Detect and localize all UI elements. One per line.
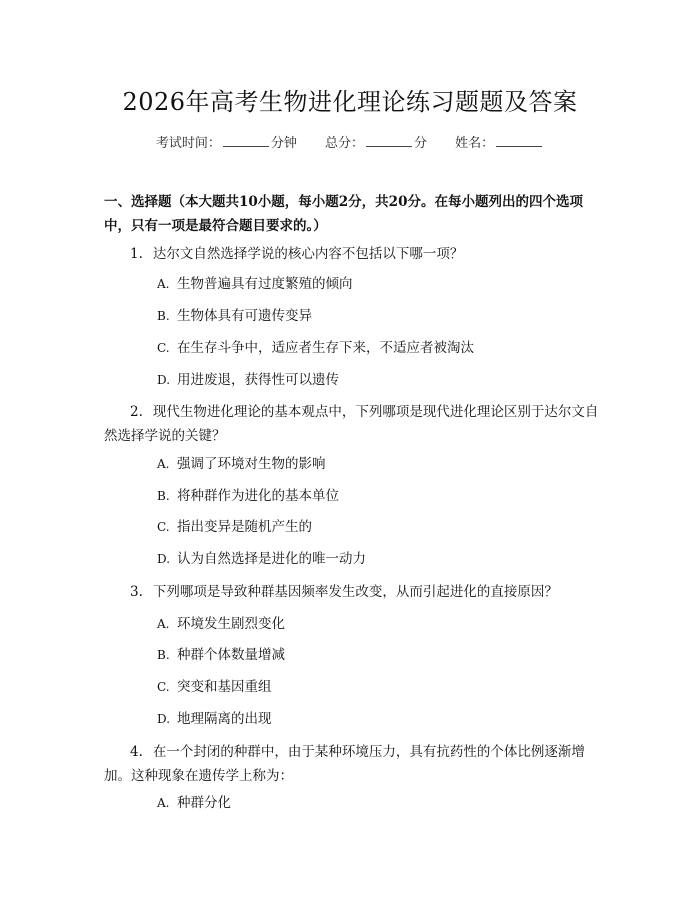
option-text: 在生存斗争中，适应者生存下来，不适应者被淘汰 bbox=[177, 340, 474, 356]
option-text: 种群个体数量增减 bbox=[177, 647, 285, 663]
name-blank[interactable] bbox=[496, 134, 542, 147]
total-score-label: 总分： bbox=[324, 136, 364, 151]
question-2 bbox=[104, 400, 599, 448]
option-label: D. bbox=[157, 712, 171, 726]
option-label: C. bbox=[157, 520, 170, 534]
section-heading: 一、选择题（本大题共10小题，每小题2分，共20分。在每小题列出的四个选项中，只有一项是最符合题目要求的。） bbox=[104, 194, 583, 234]
question-3-option-a[interactable] bbox=[157, 614, 285, 634]
option-label: A. bbox=[157, 457, 170, 471]
name-field bbox=[455, 132, 544, 151]
option-label: A. bbox=[157, 277, 170, 291]
question-number: 1. bbox=[130, 246, 143, 262]
option-text: 用进废退，获得性可以遗传 bbox=[177, 372, 339, 388]
option-text: 地理隔离的出现 bbox=[177, 711, 272, 727]
option-text: 突变和基因重组 bbox=[177, 679, 272, 695]
question-number: 3. bbox=[130, 584, 143, 600]
option-label: D. bbox=[157, 373, 171, 387]
question-2-option-c[interactable] bbox=[157, 517, 312, 537]
question-1 bbox=[104, 242, 599, 266]
option-label: B. bbox=[157, 648, 170, 662]
option-text: 强调了环境对生物的影响 bbox=[177, 456, 326, 472]
question-text: 现代生物进化理论的基本观点中，下列哪项是现代进化理论区别于达尔文自然选择学说的关键？ bbox=[104, 404, 599, 444]
question-3-option-d[interactable] bbox=[157, 709, 272, 729]
exam-time-field bbox=[156, 132, 297, 151]
total-score-blank[interactable] bbox=[366, 134, 412, 147]
option-text: 种群分化 bbox=[177, 795, 231, 811]
question-1-option-d[interactable] bbox=[157, 370, 339, 390]
exam-info-row bbox=[0, 132, 700, 151]
question-2-option-d[interactable] bbox=[157, 549, 366, 569]
option-label: B. bbox=[157, 309, 170, 323]
option-text: 将种群作为进化的基本单位 bbox=[177, 488, 339, 504]
question-4-option-a[interactable] bbox=[157, 793, 231, 813]
option-label: B. bbox=[157, 489, 170, 503]
question-text: 在一个封闭的种群中，由于某种环境压力，具有抗药性的个体比例逐渐增加。这种现象在遗传学上称为： bbox=[104, 744, 585, 784]
question-4 bbox=[104, 740, 599, 788]
option-text: 生物体具有可遗传变异 bbox=[177, 308, 312, 324]
question-1-option-b[interactable] bbox=[157, 306, 312, 326]
total-score-unit: 分 bbox=[414, 136, 428, 151]
question-text: 下列哪项是导致种群基因频率发生改变，从而引起进化的直接原因？ bbox=[152, 584, 558, 600]
total-score-field bbox=[325, 132, 427, 151]
question-2-option-b[interactable] bbox=[157, 486, 339, 506]
option-label: C. bbox=[157, 341, 170, 355]
question-text: 达尔文自然选择学说的核心内容不包括以下哪一项？ bbox=[152, 246, 464, 262]
question-3 bbox=[104, 580, 599, 604]
option-label: A. bbox=[157, 617, 170, 631]
option-text: 指出变异是随机产生的 bbox=[177, 519, 312, 535]
question-2-option-a[interactable] bbox=[157, 454, 326, 474]
option-text: 认为自然选择是进化的唯一动力 bbox=[177, 551, 366, 567]
option-label: C. bbox=[157, 680, 170, 694]
exam-time-unit: 分钟 bbox=[270, 136, 297, 151]
question-3-option-c[interactable] bbox=[157, 677, 272, 697]
exam-time-blank[interactable] bbox=[223, 134, 269, 147]
option-text: 生物普遍具有过度繁殖的倾向 bbox=[177, 276, 353, 292]
option-label: D. bbox=[157, 552, 171, 566]
page-title: 2026年高考生物进化理论练习题题及答案 bbox=[122, 88, 578, 116]
exam-time-label: 考试时间： bbox=[155, 136, 221, 151]
question-1-option-a[interactable] bbox=[157, 274, 353, 294]
question-number: 2. bbox=[130, 404, 143, 420]
question-number: 4. bbox=[130, 744, 143, 760]
option-text: 环境发生剧烈变化 bbox=[177, 616, 285, 632]
question-1-option-c[interactable] bbox=[157, 338, 474, 358]
question-3-option-b[interactable] bbox=[157, 645, 285, 665]
name-label: 姓名： bbox=[455, 136, 495, 151]
option-label: A. bbox=[157, 796, 170, 810]
